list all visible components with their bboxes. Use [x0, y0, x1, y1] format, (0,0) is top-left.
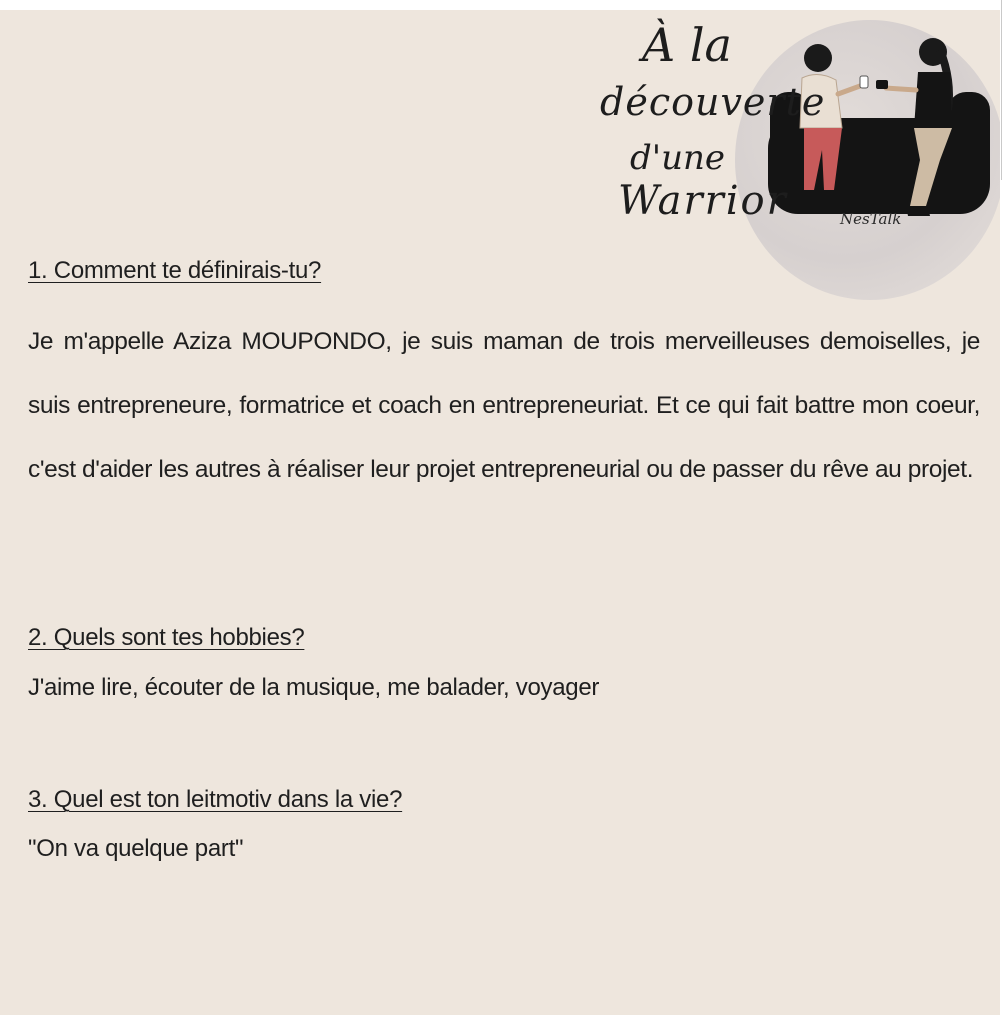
- answer-3-text: "On va quelque part": [28, 835, 244, 862]
- question-3-heading: 3. Quel est ton leitmotiv dans la vie?: [28, 786, 403, 813]
- answer-2-text: J'aime lire, écouter de la musique, me balader, voyager: [28, 674, 600, 701]
- logo-signature: NesTalk: [840, 210, 902, 228]
- logo-title-line-3: d'une: [630, 138, 726, 178]
- logo-title-line-1: À la: [642, 18, 732, 72]
- header-logo: [590, 10, 1000, 310]
- document-page: [0, 10, 1000, 1015]
- scroll-edge-line: [1001, 0, 1002, 180]
- question-2-heading: 2. Quels sont tes hobbies?: [28, 624, 305, 651]
- logo-title-line-4: Warrior: [618, 178, 788, 224]
- question-1-heading: 1. Comment te définirais-tu?: [28, 257, 322, 284]
- answer-1-text: Je m'appelle Aziza MOUPONDO, je suis maman de trois merveilleuses demoiselles, je suis entrepreneure, formatrice et coach en entrepreneuriat. Et ce qui fait battre mon coeur, c'est d'aider les autres à réaliser leur projet entrepreneurial ou de passer du rêve au projet.: [28, 328, 980, 483]
- logo-title-line-2: découverte: [600, 80, 826, 124]
